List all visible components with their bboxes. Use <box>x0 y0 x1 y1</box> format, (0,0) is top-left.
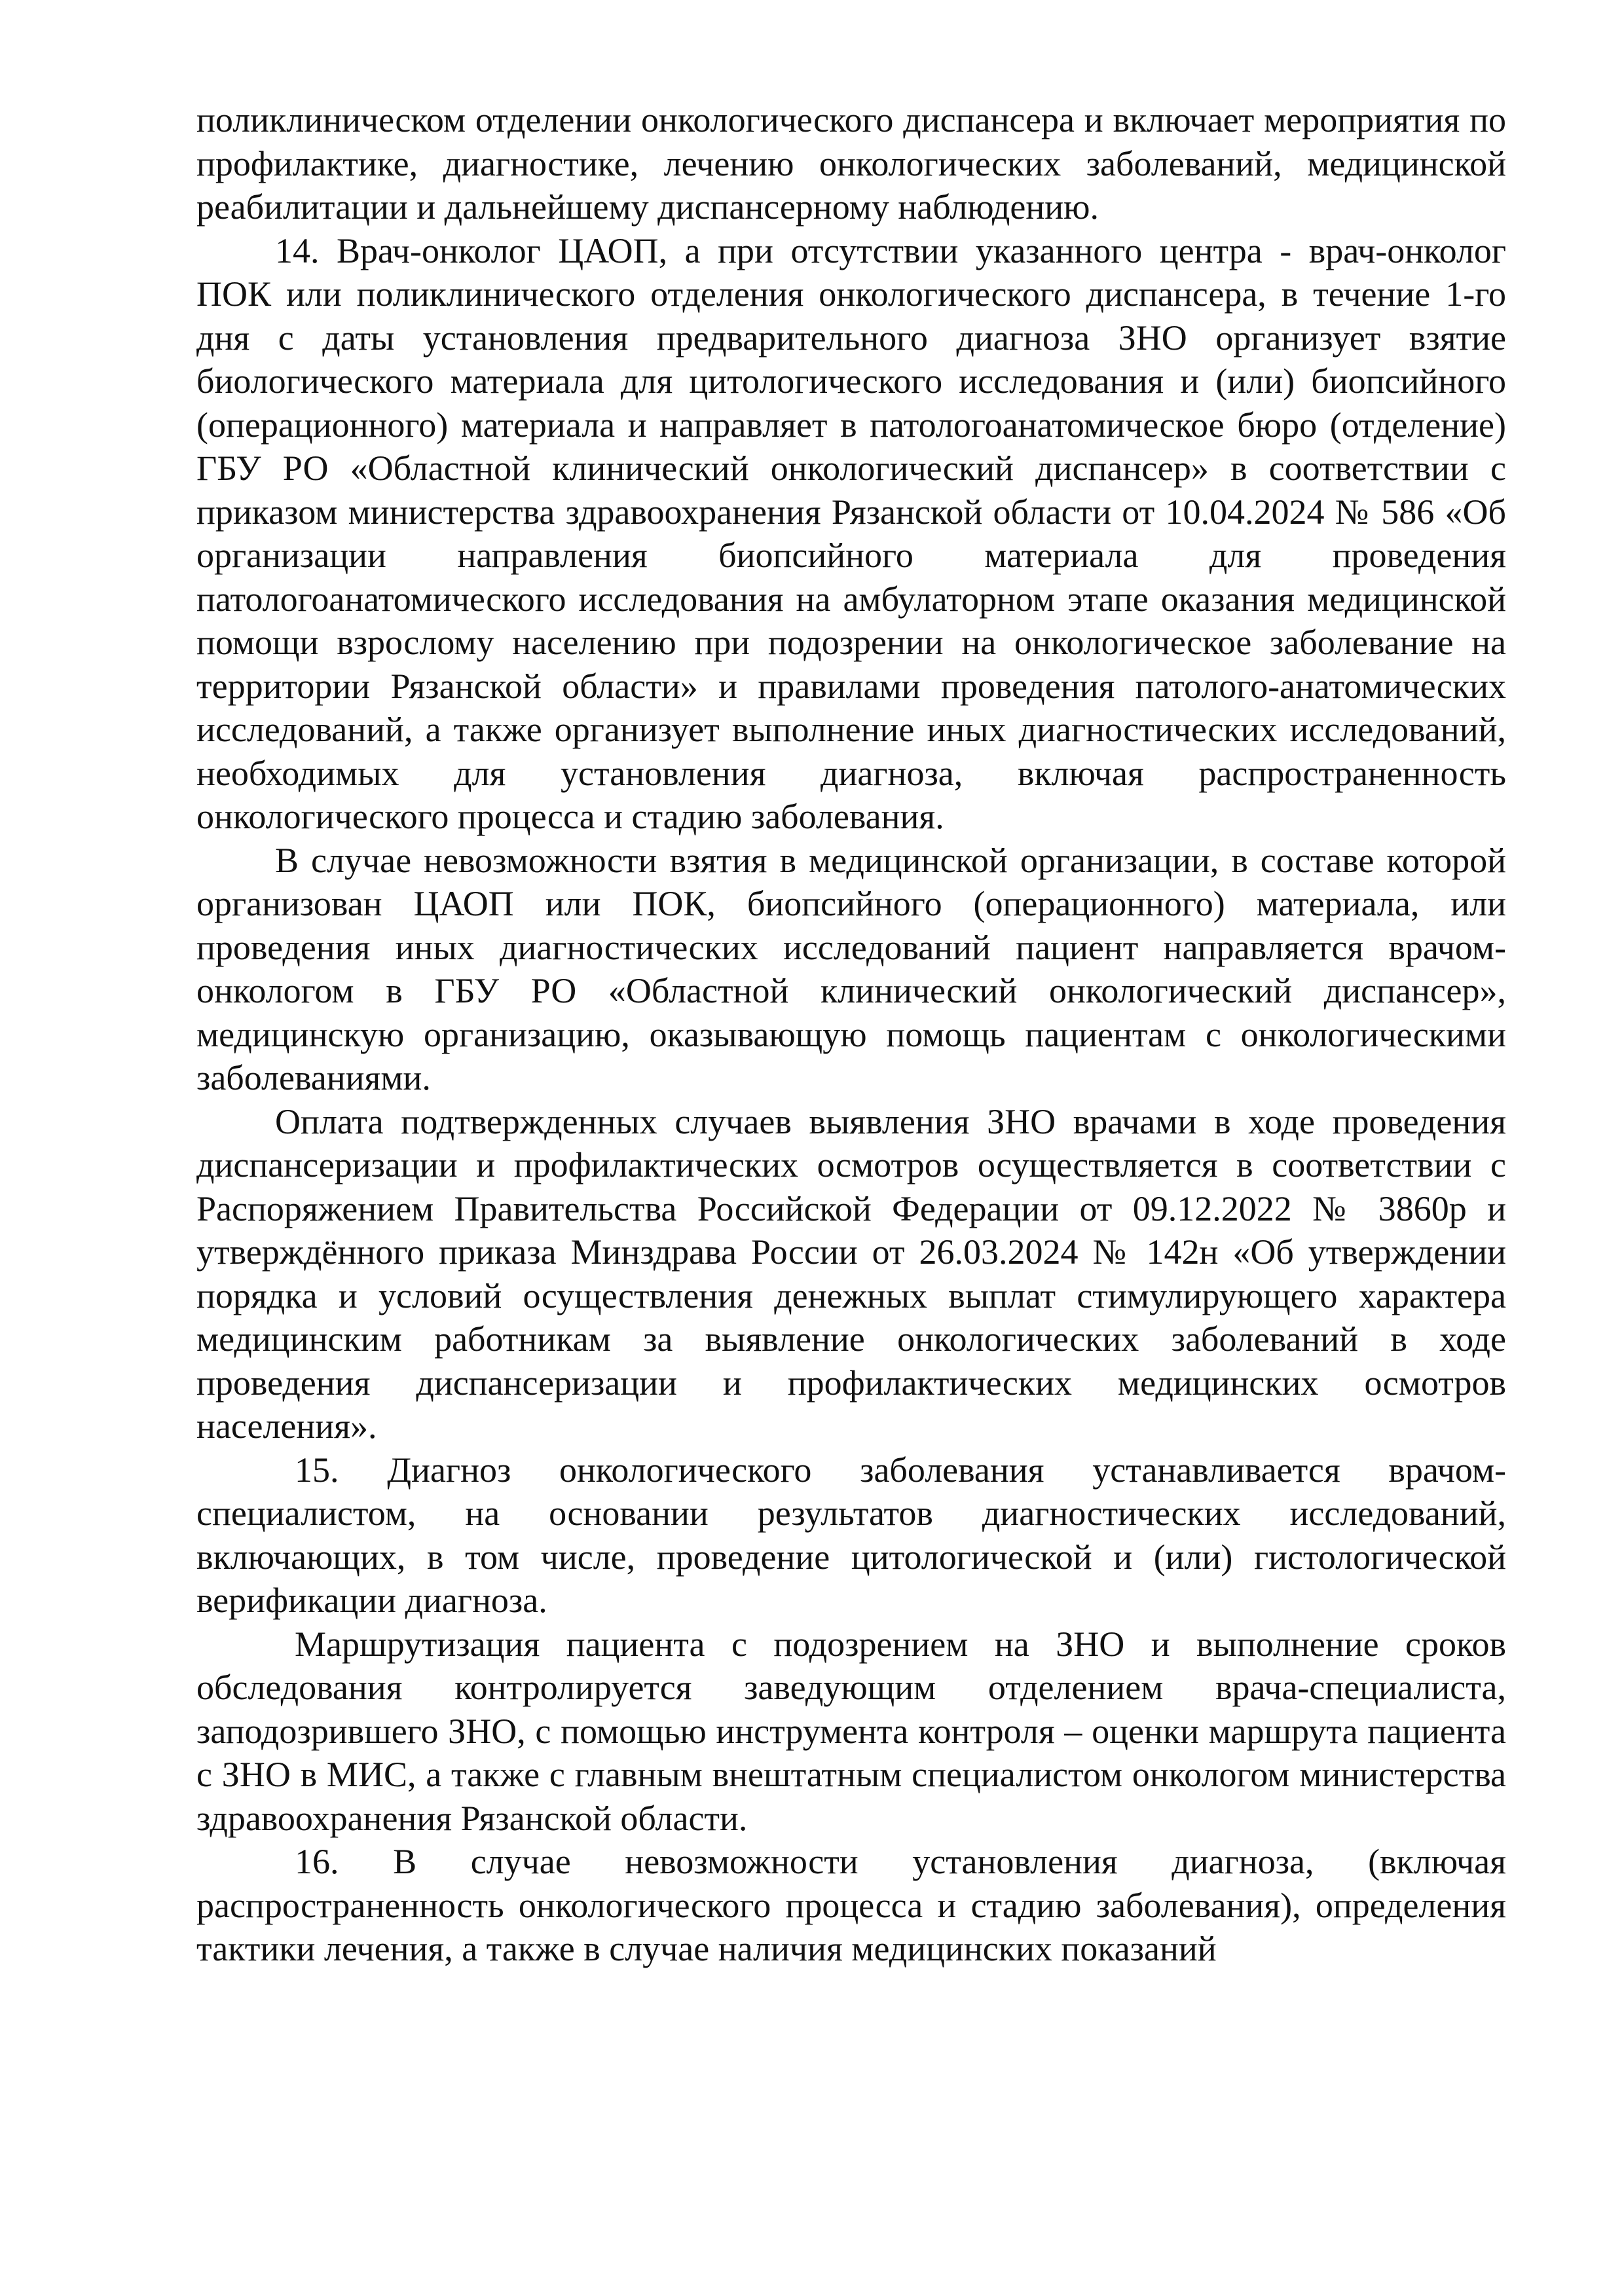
paragraph-referral-case: В случае невозможности взятия в медицинской организации, в составе которой организован ЦАОП или ПОК, биопсийного (операционного) материала, или проведения иных диагностических исследований пациент направляется врачом-онкологом в ГБУ РО «Областной клинический онкологический диспансер», медицинскую организацию, оказывающую помощь пациентам с онкологическими заболеваниями. <box>196 840 1506 1097</box>
paragraph-item-15: 15. Диагноз онкологического заболевания устанавливается врачом-специалистом, на основании результатов диагностических исследований, включающих, в том числе, проведение цитологической и (или) гистологической верификации диагноза. <box>196 1450 1506 1620</box>
paragraph-continuation: поликлиническом отделении онкологического диспансера и включает мероприятия по профилактике, диагностике, лечению онкологических заболеваний, медицинской реабилитации и дальнейшему диспансерному наблюдению. <box>196 100 1506 227</box>
paragraph-item-16: 16. В случае невозможности установления диагноза, (включая распространенность онкологического процесса и стадию заболевания), определения тактики лечения, а также в случае наличия медицинских показаний <box>196 1842 1506 1968</box>
paragraph-item-14: 14. Врач-онколог ЦАОП, а при отсутствии указанного центра - врач-онколог ПОК или поликлинического отделения онкологического диспансера, в течение 1-го дня с даты установления предварительного диагноза ЗНО организует взятие биологического материала для цитологического исследования и (или) биопсийного (операционного) материала и направляет в патологоанатомическое бюро (отделение) ГБУ РО «Областной клинический онкологический диспансер» в соответствии с приказом министерства здравоохранения Рязанской области от 10.04.2024 № 586 «Об организации направления биопсийного материала для проведения патологоанатомического исследования на амбулаторном этапе оказания медицинской помощи взрослому населению при подозрении на онкологическое заболевание на территории Рязанской области» и правилами проведения патолого-анатомических исследований, а также организует выполнение иных диагностических исследований, необходимых для установления диагноза, включая распространенность онкологического процесса и стадию заболевания. <box>196 230 1506 836</box>
document-page <box>196 98 1506 1971</box>
paragraph-routing-control: Маршрутизация пациента с подозрением на ЗНО и выполнение сроков обследования контролируется заведующим отделением врача-специалиста, заподозрившего ЗНО, с помощью инструмента контроля – оценки маршрута пациента с ЗНО в МИС, а также с главным внештатным специалистом онкологом министерства здравоохранения Рязанской области. <box>196 1624 1506 1838</box>
paragraph-payment: Оплата подтвержденных случаев выявления ЗНО врачами в ходе проведения диспансеризации и профилактических осмотров осуществляется в соответствии с Распоряжением Правительства Российской Федерации от 09.12.2022 № 3860р и утверждённого приказа Минздрава России от 26.03.2024 № 142н «Об утверждении порядка и условий осуществления денежных выплат стимулирующего характера медицинским работникам за выявление онкологических заболеваний в ходе проведения диспансеризации и профилактических медицинских осмотров населения». <box>196 1101 1506 1446</box>
